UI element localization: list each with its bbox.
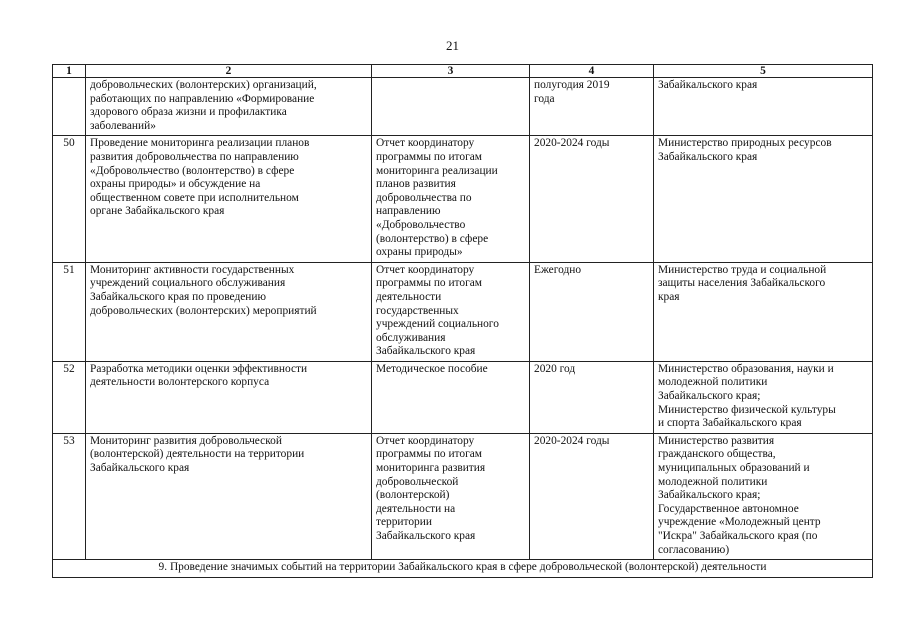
cell-line: (волонтерской)	[376, 489, 450, 502]
cell-result	[372, 361, 530, 433]
row-number: 53	[53, 433, 86, 559]
cell-line: Министерство образования, науки и	[658, 362, 834, 375]
cell-line: направлению	[376, 205, 441, 218]
cell-executor	[654, 136, 873, 262]
row-number: 52	[53, 361, 86, 433]
cell-line: добровольчества по	[376, 191, 472, 204]
cell-line: учреждение «Молодежный центр	[658, 516, 821, 529]
cell-result	[372, 262, 530, 361]
cell-line: Методическое пособие	[376, 362, 488, 375]
cell-line: Забайкальского края;	[658, 390, 761, 403]
cell-line: мониторинга развития	[376, 462, 486, 475]
cell-line: программы по итогам	[376, 448, 483, 461]
cell-executor	[654, 361, 873, 433]
cell-line: планов развития	[376, 178, 456, 191]
cell-line: «Добровольчество (волонтерство) в сфере	[90, 164, 295, 177]
cell-executor	[654, 262, 873, 361]
cell-line: Забайкальского края;	[658, 489, 761, 502]
cell-line: Ежегодно	[534, 263, 582, 276]
cell-line: учреждений социального	[376, 318, 499, 331]
section-row	[53, 560, 873, 578]
cell-period	[530, 433, 654, 559]
table-row	[53, 136, 873, 262]
cell-line: 2020-2024 годы	[534, 434, 610, 447]
cell-line: обслуживания	[376, 331, 446, 344]
cell-line: работающих по направлению «Формирование	[90, 92, 315, 105]
cell-period	[530, 361, 654, 433]
cell-line: добровольческих (волонтерских) мероприятий	[90, 304, 317, 317]
cell-line: "Искра" Забайкальского края (по	[658, 530, 818, 542]
cell-line: защиты населения Забайкальского	[658, 277, 826, 290]
cell-line: Министерство природных ресурсов	[658, 137, 832, 150]
cell-line: Отчет координатору	[376, 137, 475, 150]
table-row	[53, 361, 873, 433]
cell-line: Забайкальского края по проведению	[90, 290, 267, 303]
cell-line: Отчет координатору	[376, 263, 475, 276]
cell-line: и спорта Забайкальского края	[658, 417, 802, 430]
cell-line: года	[534, 92, 555, 105]
cell-activity	[86, 136, 372, 262]
header-row	[53, 65, 873, 78]
cell-line: (волонтерской) деятельности на территории	[90, 448, 305, 461]
cell-line: молодежной политики	[658, 376, 768, 389]
cell-line: деятельности на	[376, 502, 456, 515]
cell-line: согласованию)	[658, 543, 730, 556]
cell-activity	[86, 433, 372, 559]
cell-line: охраны природы» и обсуждение на	[90, 178, 261, 191]
cell-line: программы по итогам	[376, 150, 483, 163]
row-number: 51	[53, 262, 86, 361]
column-header-2: 2	[86, 65, 372, 78]
cell-line: программы по итогам	[376, 277, 483, 290]
cell-line: муниципальных образований и	[658, 462, 810, 475]
row-number	[53, 78, 86, 136]
cell-line: полугодия 2019	[534, 79, 610, 91]
cell-activity	[86, 262, 372, 361]
cell-activity	[86, 361, 372, 433]
cell-line: (волонтерство) в сфере	[376, 232, 489, 245]
cell-line: гражданского общества,	[658, 448, 776, 461]
cell-line: молодежной политики	[658, 475, 768, 488]
row-number: 50	[53, 136, 86, 262]
cell-line: Забайкальского края	[376, 345, 476, 358]
column-header-1: 1	[53, 65, 86, 78]
cell-executor	[654, 78, 873, 136]
cell-result	[372, 433, 530, 559]
cell-result	[372, 136, 530, 262]
cell-line: учреждений социального обслуживания	[90, 277, 286, 290]
cell-line: Мониторинг развития добровольческой	[90, 434, 282, 447]
cell-line: охраны природы»	[376, 246, 463, 259]
page-number: 21	[446, 38, 459, 53]
cell-line: Забайкальского края	[90, 462, 190, 475]
section-title: 9. Проведение значимых событий на территории Забайкальского края в сфере добровольческой (волонтерской) деятельности	[53, 560, 873, 578]
table-body	[53, 78, 873, 578]
cell-line: деятельности	[376, 290, 442, 303]
cell-line: 2020 год	[534, 362, 576, 375]
column-header-3: 3	[372, 65, 530, 78]
cell-line: Разработка методики оценки эффективности	[90, 362, 308, 375]
cell-activity	[86, 78, 372, 136]
cell-line: Забайкальского края	[376, 530, 476, 542]
cell-line: Отчет координатору	[376, 434, 475, 447]
cell-line: территории	[376, 516, 432, 529]
cell-line: здорового образа жизни и профилактика	[90, 106, 287, 119]
cell-period	[530, 262, 654, 361]
cell-line: заболеваний»	[90, 119, 156, 132]
table-header	[53, 65, 873, 78]
table-row	[53, 433, 873, 559]
column-header-5: 5	[654, 65, 873, 78]
cell-line: добровольческих (волонтерских) организаций,	[90, 79, 317, 91]
cell-line: Министерство труда и социальной	[658, 263, 827, 276]
cell-line: общественном совете при исполнительном	[90, 191, 299, 204]
cell-line: развития добровольчества по направлению	[90, 150, 299, 163]
cell-line: Забайкальского края	[658, 79, 758, 91]
cell-line: «Добровольчество	[376, 218, 466, 231]
cell-result	[372, 78, 530, 136]
cell-line: Забайкальского края	[658, 150, 758, 163]
table-row	[53, 78, 873, 136]
cell-line: 2020-2024 годы	[534, 137, 610, 150]
cell-executor	[654, 433, 873, 559]
plan-table	[52, 64, 873, 578]
cell-line: края	[658, 290, 680, 303]
cell-period	[530, 136, 654, 262]
cell-period	[530, 78, 654, 136]
cell-line: Проведение мониторинга реализации планов	[90, 137, 310, 150]
cell-line: Государственное автономное	[658, 502, 799, 515]
cell-line: Министерство развития	[658, 434, 775, 447]
cell-line: деятельности волонтерского корпуса	[90, 376, 270, 389]
cell-line: государственных	[376, 304, 459, 317]
cell-line: добровольческой	[376, 475, 459, 488]
column-header-4: 4	[530, 65, 654, 78]
cell-line: Министерство физической культуры	[658, 403, 836, 416]
cell-line: Мониторинг активности государственных	[90, 263, 295, 276]
cell-line: мониторинга реализации	[376, 164, 498, 177]
table-row	[53, 262, 873, 361]
cell-line: органе Забайкальского края	[90, 205, 225, 218]
